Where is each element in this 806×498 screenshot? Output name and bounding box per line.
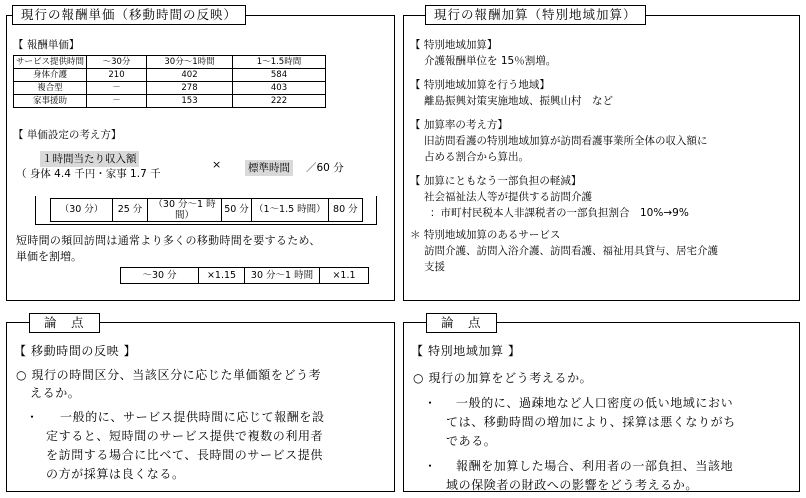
- target-area-heading: 【 特別地域加算を行う地域】: [410, 79, 550, 91]
- issue-tab-left: 論 点: [29, 313, 100, 333]
- table-cell: 153: [147, 95, 233, 108]
- table-cell: 584: [233, 69, 326, 82]
- timeline-segment: （1～1.5 時間）: [252, 199, 329, 222]
- table-cell: 210: [87, 69, 147, 82]
- rate-concept-heading: 【 加算率の考え方】: [410, 119, 508, 131]
- travel-time-heading: 【 移動時間の反映 】: [14, 344, 137, 358]
- bullet: ・: [424, 396, 437, 410]
- table-row: [14, 82, 326, 95]
- burden-reduction-line-2: ：市町村民税本人非課税者の一部負担割合 10%→9%: [430, 207, 689, 219]
- table-header-row: [14, 56, 326, 69]
- special-addition-heading: 【 特別地域加算】: [410, 39, 498, 51]
- rate-concept-line-2: 占める割合から算出。: [424, 151, 529, 163]
- table-header: 30分～1時間: [147, 56, 233, 69]
- travel-time-point-2: 定すると、短時間のサービス提供で複数の利用者: [46, 429, 324, 443]
- special-area-point-1a: 一般的に、過疎地など人口密度の低い地域におい: [456, 396, 734, 410]
- pricing-concept-heading: 【 単価設定の考え方】: [13, 129, 122, 141]
- special-area-question: ○ 現行の加算をどう考えるか。: [413, 371, 593, 385]
- bullet: ・: [26, 410, 39, 424]
- services-line-2: 支援: [424, 261, 445, 273]
- multiply-sign: ×: [212, 158, 222, 171]
- special-area-title: 現行の報酬加算（特別地域加算）: [425, 5, 646, 25]
- table-cell: 222: [233, 95, 326, 108]
- table-header: ～30分: [87, 56, 147, 69]
- current-rate-title: 現行の報酬単価（移動時間の反映）: [12, 5, 246, 25]
- hourly-income-detail: （ 身体 4.4 千円・家事 1.7 千: [16, 168, 161, 180]
- timeline-segment: （30 分）: [51, 199, 113, 222]
- multiplier-cell: ～30 分: [121, 268, 199, 284]
- table-row: [14, 69, 326, 82]
- standard-time-label: 標準時間: [245, 160, 293, 176]
- table-row: [14, 95, 326, 108]
- services-line-1: 訪問介護、訪問入浴介護、訪問看護、福祉用具貸与、居宅介護: [424, 245, 718, 257]
- travel-time-point-4: の方が採算は良くなる。: [46, 467, 185, 481]
- special-area-point-1c: である。: [446, 434, 497, 448]
- services-heading: ＊ 特別地域加算のあるサービス: [410, 229, 561, 241]
- special-area-point-1b: ては、移動時間の増加により、採算は悪くなりがち: [446, 415, 736, 429]
- short-visit-note-2: 単価を割増。: [16, 250, 82, 263]
- unit-price-table: [13, 55, 326, 108]
- timeline-segment: （30 分～1 時間）: [148, 199, 222, 222]
- multiplier-table: [120, 267, 369, 284]
- timeline-segment: 50 分: [222, 199, 252, 222]
- table-header: 1～1.5時間: [233, 56, 326, 69]
- table-cell: 402: [147, 69, 233, 82]
- timeline-segment: 80 分: [328, 199, 362, 222]
- table-cell: 身体介護: [14, 69, 87, 82]
- table-cell: －: [87, 82, 147, 95]
- travel-time-point-3: を訪問する場合に比べて、長時間のサービス提供: [46, 448, 323, 462]
- target-area-text: 離島振興対策実施地域、振興山村 など: [424, 95, 613, 107]
- travel-time-question-2: えるか。: [30, 386, 81, 400]
- table-header: サービス提供時間: [14, 56, 87, 69]
- multiplier-cell: ×1.1: [320, 268, 369, 284]
- timeline-segment: 25 分: [113, 199, 148, 222]
- table-cell: 403: [233, 82, 326, 95]
- travel-time-question-1: ○ 現行の時間区分、当該区分に応じた単価額をどう考: [16, 368, 322, 382]
- table-cell: －: [87, 95, 147, 108]
- multiplier-cell: 30 分～1 時間: [245, 268, 320, 284]
- special-area-point-2b: 域の保険者の財政への影響をどう考えるか。: [446, 478, 699, 492]
- burden-reduction-line-1: 社会福祉法人等が提供する訪問介護: [424, 191, 592, 203]
- special-area-issue-heading: 【 特別地域加算 】: [411, 344, 521, 358]
- multiplier-cell: ×1.15: [199, 268, 245, 284]
- table-cell: 家事援助: [14, 95, 87, 108]
- table-cell: 278: [147, 82, 233, 95]
- rate-concept-line-1: 旧訪問看護の特別地域加算が訪問看護事業所全体の収入額に: [424, 135, 708, 147]
- issue-tab-right: 論 点: [426, 313, 497, 333]
- bullet: ・: [424, 459, 437, 473]
- table-cell: 複合型: [14, 82, 87, 95]
- hourly-income-label: １時間当たり収入額: [42, 153, 137, 165]
- per-60-min: ／60 分: [306, 162, 344, 174]
- travel-time-point-1: 一般的に、サービス提供時間に応じて報酬を設: [60, 410, 325, 424]
- short-visit-note: 短時間の頻回訪問は通常より多くの移動時間を要するため、: [16, 234, 321, 247]
- burden-reduction-heading: 【 加算にともなう一部負担の軽減】: [410, 175, 582, 187]
- timeline-table: [50, 198, 363, 222]
- unit-price-heading: 【 報酬単価】: [13, 39, 80, 51]
- special-area-point-2a: 報酬を加算した場合、利用者の一部負担、当該地: [456, 459, 734, 473]
- special-addition-text: 介護報酬単位を 15％割増。: [424, 55, 557, 67]
